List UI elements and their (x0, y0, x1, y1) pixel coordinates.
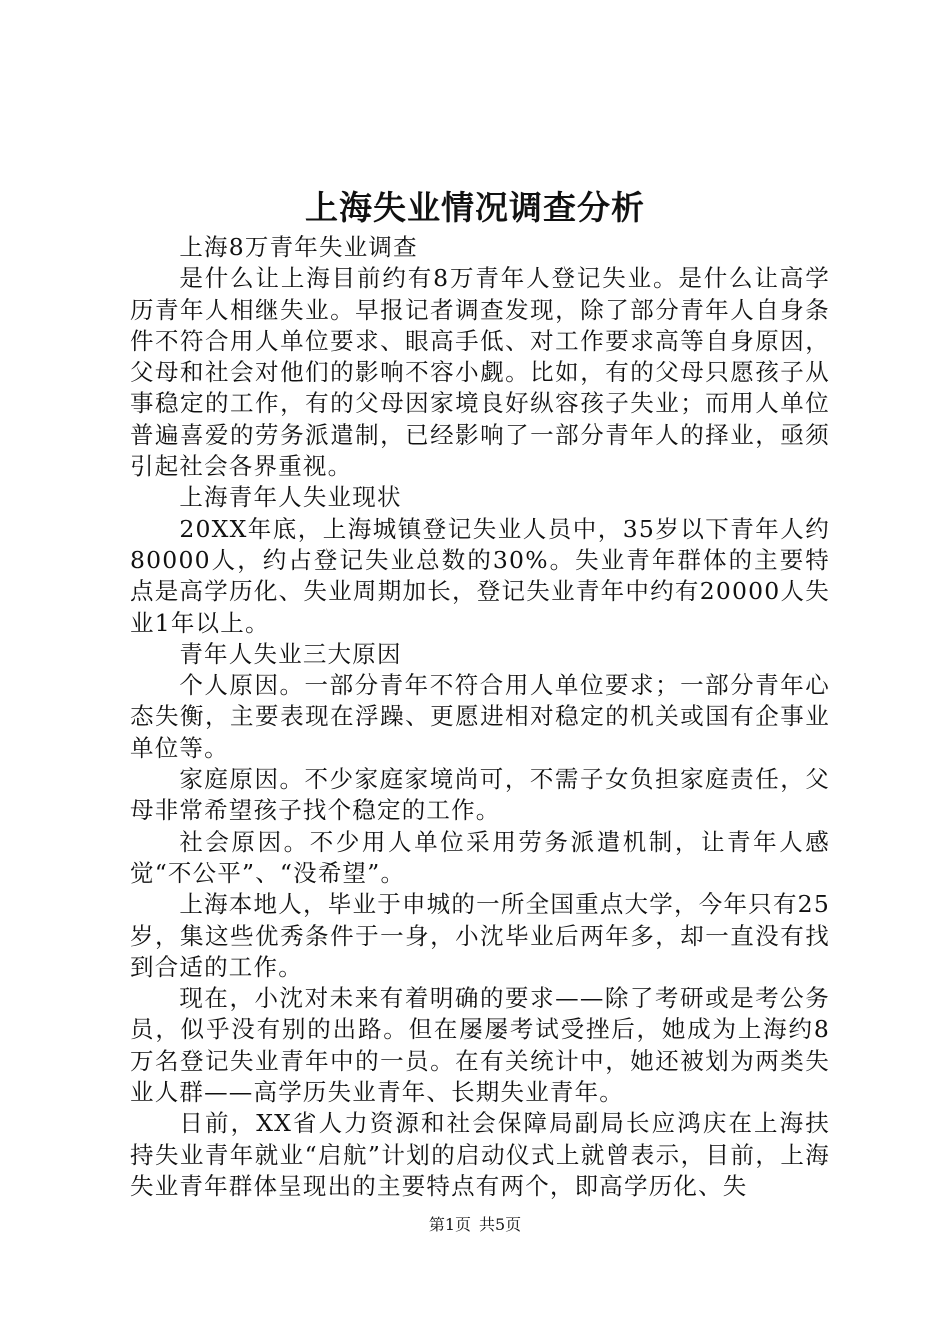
body-paragraph: 日前，XX省人力资源和社会保障局副局长应鸿庆在上海扶持失业青年就业“启航”计划的启动仪式上就曾表示，目前，上海失业青年群体呈现出的主要特点有两个，即高学历化、失 (130, 1109, 830, 1200)
body-paragraph: 个人原因。一部分青年不符合用人单位要求；一部分青年心态失衡，主要表现在浮躁、更愿进相对稳定的机关或国有企事业单位等。 (130, 671, 830, 762)
page-total: 共5页 (479, 1215, 522, 1234)
body-paragraph: 家庭原因。不少家庭家境尚可，不需子女负担家庭责任，父母非常希望孩子找个稳定的工作。 (130, 765, 830, 825)
body-paragraph: 是什么让上海目前约有8万青年人登记失业。是什么让高学历青年人相继失业。早报记者调查发现，除了部分青年人自身条件不符合用人单位要求、眼高手低、对工作要求高等自身原因，父母和社会对他们的影响不容小觑。比如，有的父母只愿孩子从事稳定的工作，有的父母因家境良好纵容孩子失业；而用人单位普遍喜爱的劳务派遣制，已经影响了一部分青年人的择业，亟须引起社会各界重视。 (130, 264, 830, 481)
body-paragraph: 20XX年底，上海城镇登记失业人员中，35岁以下青年人约80000人，约占登记失业总数的30%。失业青年群体的主要特点是高学历化、失业周期加长，登记失业青年中约有20000人失业1年以上。 (130, 514, 830, 637)
document-title: 上海失业情况调查分析 (305, 188, 645, 227)
body-paragraph: 上海本地人，毕业于申城的一所全国重点大学，今年只有25岁，集这些优秀条件于一身，小沈毕业后两年多，却一直没有找到合适的工作。 (130, 890, 830, 981)
page-footer (0, 1213, 950, 1237)
section-heading: 上海青年人失业现状 (179, 483, 402, 512)
section-heading: 青年人失业三大原因 (179, 639, 402, 668)
body-paragraph: 现在，小沈对未来有着明确的要求——除了考研或是考公务员，似乎没有别的出路。但在屡屡考试受挫后，她成为上海约8万名登记失业青年中的一员。在有关统计中，她还被划为两类失业人群——高学历失业青年、长期失业青年。 (130, 984, 830, 1107)
section-heading: 上海8万青年失业调查 (179, 233, 418, 261)
document-body (130, 232, 830, 1202)
page-number: 第1页 (428, 1215, 471, 1234)
body-paragraph: 社会原因。不少用人单位采用劳务派遣机制，让青年人感觉“不公平”、“没希望”。 (130, 827, 830, 887)
